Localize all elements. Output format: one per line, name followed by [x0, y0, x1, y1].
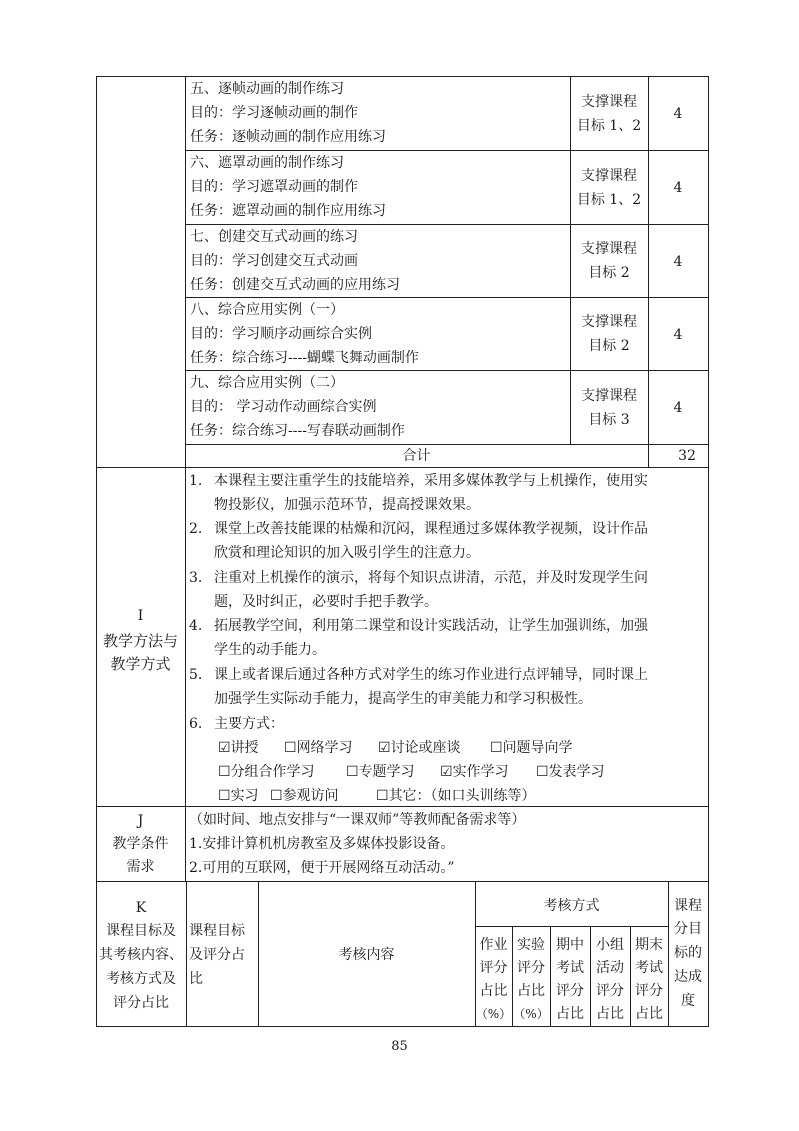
checkbox-problem-based[interactable]: ☐问题导向学 — [490, 740, 573, 756]
hours-value: 4 — [673, 327, 683, 343]
empty-box-icon: ☐ — [218, 788, 231, 804]
hours-value: 4 — [673, 180, 683, 196]
practice-goal: 目的：学习创建交互式动画 — [190, 253, 358, 269]
method-experiment: 实验 — [517, 937, 545, 953]
method-midterm: 评分 — [556, 983, 584, 999]
practice-goal: 目的：学习逐帧动画的制作 — [190, 105, 358, 121]
method-experiment: 评分 — [517, 960, 545, 976]
checkbox-other[interactable]: ☐其它：（如口头训练等） — [376, 788, 536, 804]
section-k-title-4: 评分占比 — [113, 995, 169, 1011]
section-k-title-3: 考核方式及 — [106, 971, 176, 987]
practice-goal: 目的：学习顺序动画综合实例 — [190, 326, 372, 342]
empty-box-icon: ☐ — [284, 740, 297, 756]
section-k-title-2: 其考核内容、 — [99, 947, 183, 963]
support-target: 目标 3 — [588, 412, 630, 428]
achievement-header: 分目 — [674, 921, 702, 937]
item-text: 本课程主要注重学生的技能培养，采用多媒体教学与上机操作，使用实 — [214, 473, 648, 489]
objective-header-1: 课程目标 — [189, 923, 245, 939]
item-number: 5. — [189, 667, 203, 683]
empty-box-icon: ☐ — [218, 764, 231, 780]
method-midterm: 考试 — [556, 960, 584, 976]
empty-box-icon: ☐ — [490, 740, 503, 756]
section-j-line: 1.安排计算机机房教室及多媒体投影设备。 — [189, 836, 455, 852]
support-target: 目标 2 — [588, 338, 630, 354]
objective-header-3: 比 — [189, 971, 203, 987]
hours-value: 4 — [673, 254, 683, 270]
item-text: 加强学生实际动手能力，提高学生的审美能力和学习积极性。 — [214, 691, 592, 707]
checkbox-group-work[interactable]: ☐分组合作学习 — [218, 764, 315, 780]
practice-title: 九、综合应用实例（二） — [190, 375, 344, 391]
support-label: 支撑课程 — [581, 241, 637, 257]
section-j-line: 2.可用的互联网，便于开展网络互动活动。” — [189, 860, 455, 876]
item-number: 6. — [189, 716, 203, 732]
method-group: 评分 — [596, 983, 624, 999]
assessment-content-header: 考核内容 — [338, 947, 395, 963]
practice-task: 任务：综合练习----写春联动画制作 — [190, 423, 405, 439]
empty-box-icon: ☐ — [536, 764, 549, 780]
method-final: 考试 — [635, 960, 663, 976]
practice-title: 七、创建交互式动画的练习 — [190, 229, 358, 245]
achievement-header: 标的 — [674, 945, 702, 961]
item-text: 题，及时纠正，必要时手把手教学。 — [214, 594, 438, 610]
checkbox-visit[interactable]: ☐参观访问 — [270, 788, 339, 804]
method-final: 期末 — [635, 937, 663, 953]
item-text: 欣赏和理论知识的加入吸引学生的注意力。 — [214, 545, 480, 561]
item-number: 3. — [189, 570, 203, 586]
practice-task: 任务：综合练习----蝴蝶飞舞动画制作 — [190, 350, 419, 366]
support-label: 支撑课程 — [581, 94, 637, 110]
item-text: 拓展教学空间，利用第二课堂和设计实践活动，让学生加强训练，加强 — [214, 618, 648, 634]
method-midterm: 期中 — [556, 937, 584, 953]
section-j-title-2: 需求 — [126, 859, 155, 875]
method-final: 评分 — [635, 983, 663, 999]
method-group: 小组 — [596, 937, 624, 953]
item-text: 主要方式： — [214, 716, 284, 732]
support-label: 支撑课程 — [581, 388, 637, 404]
support-label: 支撑课程 — [581, 314, 637, 330]
achievement-header: 课程 — [674, 898, 702, 914]
method-final: 占比 — [635, 1006, 663, 1022]
section-k-title-1: 课程目标及 — [106, 923, 176, 939]
checked-box-icon: ☑ — [218, 740, 231, 756]
section-k-letter: K — [135, 900, 147, 916]
item-number: 4. — [189, 618, 203, 634]
method-homework: 作业 — [479, 937, 508, 953]
practice-goal: 目的：学习遮罩动画的制作 — [190, 179, 358, 195]
checked-box-icon: ☑ — [378, 740, 391, 756]
practice-title: 六、遮罩动画的制作练习 — [190, 155, 344, 171]
practice-goal: 目的： 学习动作动画综合实例 — [190, 399, 377, 415]
hours-value: 4 — [673, 400, 683, 416]
method-experiment: （%） — [513, 1007, 549, 1021]
assessment-methods-header: 考核方式 — [543, 898, 600, 914]
support-label: 支撑课程 — [581, 168, 637, 184]
item-text: 课堂上改善技能课的枯燥和沉闷，课程通过多媒体教学视频，设计作品 — [214, 521, 648, 537]
method-homework: 评分 — [479, 960, 508, 976]
checked-box-icon: ☑ — [440, 764, 453, 780]
method-homework: （%） — [475, 1007, 512, 1021]
empty-box-icon: ☐ — [270, 788, 283, 804]
checkbox-lecture[interactable]: ☑讲授 — [218, 740, 259, 756]
method-group: 占比 — [596, 1006, 624, 1022]
section-i-letter: I — [137, 608, 144, 624]
practice-title: 八、综合应用实例（一） — [190, 302, 344, 318]
objective-header-2: 及评分占 — [189, 947, 245, 963]
practice-task: 任务：遮罩动画的制作应用练习 — [190, 203, 386, 219]
section-j-title-1: 教学条件 — [112, 836, 169, 852]
support-target: 目标 1、2 — [576, 192, 642, 208]
section-i-title-1: 教学方法与 — [102, 632, 178, 650]
item-text: 学生的动手能力。 — [214, 642, 326, 658]
section-j-note: （如时间、地点安排与“一课双师”等教师配备需求等） — [189, 812, 526, 828]
item-text: 注重对上机操作的演示，将每个知识点讲清，示范，并及时发现学生问 — [214, 570, 648, 586]
item-text: 课上或者课后通过各种方式对学生的练习作业进行点评辅导，同时课上 — [214, 667, 648, 683]
support-target: 目标 1、2 — [576, 118, 642, 134]
practice-task: 任务：逐帧动画的制作应用练习 — [190, 129, 386, 145]
section-i-title-2: 教学方式 — [110, 655, 171, 673]
achievement-header: 度 — [681, 993, 695, 1009]
method-group: 活动 — [596, 960, 624, 976]
method-midterm: 占比 — [556, 1006, 584, 1022]
checkbox-internship[interactable]: ☐实习 — [218, 788, 259, 804]
hours-value: 4 — [673, 106, 683, 122]
page-number: 85 — [391, 1039, 408, 1054]
support-target: 目标 2 — [588, 265, 630, 281]
item-text: 物投影仪，加强示范环节，提高授课效果。 — [214, 497, 480, 513]
total-label: 合计 — [402, 448, 431, 464]
section-j-letter: J — [137, 813, 144, 829]
achievement-header: 达成 — [674, 969, 702, 985]
item-number: 1. — [189, 473, 203, 489]
method-experiment: 占比 — [517, 983, 545, 999]
checkbox-presentation[interactable]: ☐发表学习 — [536, 764, 605, 780]
empty-box-icon: ☐ — [346, 764, 359, 780]
total-value: 32 — [678, 448, 696, 464]
practice-task: 任务：创建交互式动画的应用练习 — [190, 277, 400, 293]
checkbox-topic-learning[interactable]: ☐专题学习 — [346, 764, 415, 780]
practice-title: 五、逐帧动画的制作练习 — [190, 81, 344, 97]
method-homework: 占比 — [479, 983, 508, 999]
checkbox-practice-learning[interactable]: ☑实作学习 — [440, 764, 509, 780]
checkbox-online-learning[interactable]: ☐网络学习 — [284, 740, 353, 756]
checkbox-discussion[interactable]: ☑讨论或座谈 — [378, 740, 461, 756]
item-number: 2. — [189, 521, 203, 537]
empty-box-icon: ☐ — [376, 788, 389, 804]
